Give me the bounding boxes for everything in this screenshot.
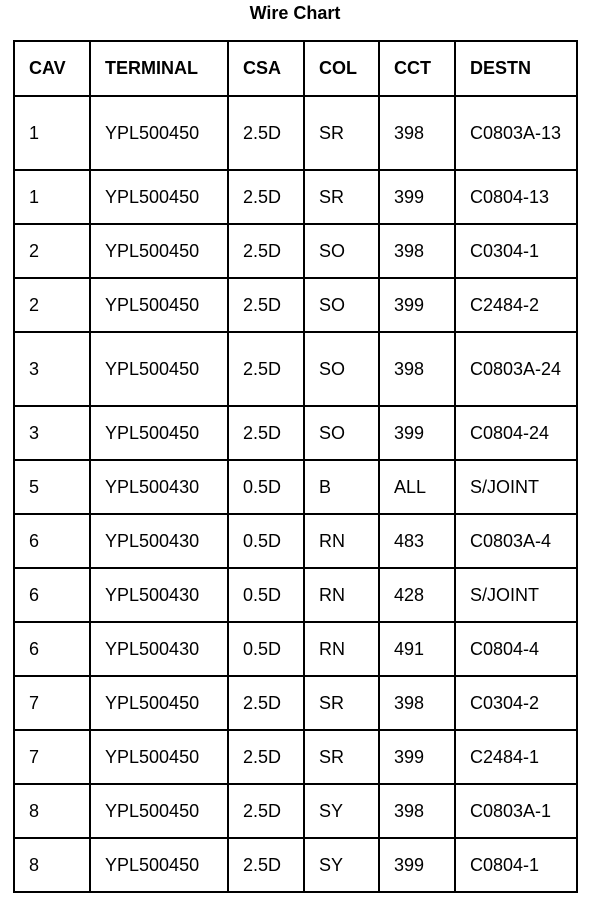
- column-header-csa: CSA: [228, 41, 304, 96]
- cell-col: B: [304, 460, 379, 514]
- cell-terminal: YPL500430: [90, 514, 228, 568]
- cell-cct: 398: [379, 676, 455, 730]
- cell-cav: 7: [14, 730, 90, 784]
- column-header-col: COL: [304, 41, 379, 96]
- cell-terminal: YPL500450: [90, 730, 228, 784]
- cell-destn: C0803A-1: [455, 784, 577, 838]
- cell-col: SO: [304, 278, 379, 332]
- cell-cct: 398: [379, 96, 455, 170]
- cell-cct: 491: [379, 622, 455, 676]
- cell-cav: 2: [14, 278, 90, 332]
- column-header-cav: CAV: [14, 41, 90, 96]
- cell-csa: 2.5D: [228, 838, 304, 892]
- cell-col: SO: [304, 406, 379, 460]
- cell-csa: 2.5D: [228, 406, 304, 460]
- cell-cct: ALL: [379, 460, 455, 514]
- cell-cct: 399: [379, 278, 455, 332]
- cell-csa: 2.5D: [228, 96, 304, 170]
- cell-col: SR: [304, 170, 379, 224]
- cell-destn: S/JOINT: [455, 568, 577, 622]
- cell-terminal: YPL500450: [90, 96, 228, 170]
- cell-csa: 0.5D: [228, 622, 304, 676]
- cell-col: SR: [304, 730, 379, 784]
- cell-terminal: YPL500450: [90, 278, 228, 332]
- cell-csa: 0.5D: [228, 460, 304, 514]
- cell-cav: 6: [14, 514, 90, 568]
- cell-cav: 5: [14, 460, 90, 514]
- cell-csa: 2.5D: [228, 224, 304, 278]
- cell-destn: C0804-24: [455, 406, 577, 460]
- cell-terminal: YPL500450: [90, 406, 228, 460]
- cell-terminal: YPL500450: [90, 676, 228, 730]
- cell-terminal: YPL500450: [90, 224, 228, 278]
- column-header-terminal: TERMINAL: [90, 41, 228, 96]
- cell-csa: 2.5D: [228, 278, 304, 332]
- table-row: [14, 406, 577, 460]
- cell-col: SO: [304, 224, 379, 278]
- cell-terminal: YPL500450: [90, 838, 228, 892]
- column-header-cct: CCT: [379, 41, 455, 96]
- cell-destn: C0804-1: [455, 838, 577, 892]
- cell-cav: 1: [14, 170, 90, 224]
- cell-terminal: YPL500430: [90, 460, 228, 514]
- cell-col: SR: [304, 96, 379, 170]
- cell-cav: 7: [14, 676, 90, 730]
- page-title: Wire Chart: [249, 3, 341, 23]
- table-row: [14, 676, 577, 730]
- cell-csa: 2.5D: [228, 170, 304, 224]
- table-row: [14, 278, 577, 332]
- cell-col: RN: [304, 622, 379, 676]
- table-row: [14, 514, 577, 568]
- cell-csa: 2.5D: [228, 332, 304, 406]
- cell-destn: C0804-13: [455, 170, 577, 224]
- cell-col: SO: [304, 332, 379, 406]
- table-row: [14, 460, 577, 514]
- cell-destn: C0304-1: [455, 224, 577, 278]
- cell-cav: 8: [14, 784, 90, 838]
- table-row: [14, 96, 577, 170]
- cell-csa: 2.5D: [228, 730, 304, 784]
- table-row: [14, 838, 577, 892]
- cell-cav: 6: [14, 622, 90, 676]
- cell-csa: 0.5D: [228, 568, 304, 622]
- cell-terminal: YPL500450: [90, 332, 228, 406]
- cell-cct: 398: [379, 784, 455, 838]
- cell-col: RN: [304, 514, 379, 568]
- table-row: [14, 332, 577, 406]
- table-row: [14, 730, 577, 784]
- cell-destn: C0803A-13: [455, 96, 577, 170]
- cell-cav: 3: [14, 406, 90, 460]
- table-row: [14, 784, 577, 838]
- table-row: [14, 170, 577, 224]
- cell-destn: C0803A-24: [455, 332, 577, 406]
- cell-cct: 398: [379, 332, 455, 406]
- cell-cct: 399: [379, 170, 455, 224]
- cell-destn: C0804-4: [455, 622, 577, 676]
- cell-csa: 2.5D: [228, 784, 304, 838]
- table-row: [14, 568, 577, 622]
- cell-cav: 3: [14, 332, 90, 406]
- cell-cav: 1: [14, 96, 90, 170]
- cell-col: SR: [304, 676, 379, 730]
- cell-cav: 8: [14, 838, 90, 892]
- cell-terminal: YPL500450: [90, 784, 228, 838]
- column-header-destn: DESTN: [455, 41, 577, 96]
- cell-col: RN: [304, 568, 379, 622]
- cell-csa: 0.5D: [228, 514, 304, 568]
- cell-cct: 399: [379, 730, 455, 784]
- cell-cct: 398: [379, 224, 455, 278]
- cell-terminal: YPL500430: [90, 568, 228, 622]
- cell-destn: C2484-2: [455, 278, 577, 332]
- cell-terminal: YPL500430: [90, 622, 228, 676]
- cell-cav: 6: [14, 568, 90, 622]
- table-row: [14, 224, 577, 278]
- cell-csa: 2.5D: [228, 676, 304, 730]
- cell-cct: 428: [379, 568, 455, 622]
- table-row: [14, 622, 577, 676]
- cell-cav: 2: [14, 224, 90, 278]
- cell-cct: 483: [379, 514, 455, 568]
- cell-destn: C2484-1: [455, 730, 577, 784]
- cell-destn: S/JOINT: [455, 460, 577, 514]
- cell-destn: C0803A-4: [455, 514, 577, 568]
- cell-cct: 399: [379, 406, 455, 460]
- cell-col: SY: [304, 784, 379, 838]
- cell-cct: 399: [379, 838, 455, 892]
- header-row: [14, 41, 577, 96]
- cell-col: SY: [304, 838, 379, 892]
- cell-terminal: YPL500450: [90, 170, 228, 224]
- wire-chart-table: [13, 40, 578, 893]
- cell-destn: C0304-2: [455, 676, 577, 730]
